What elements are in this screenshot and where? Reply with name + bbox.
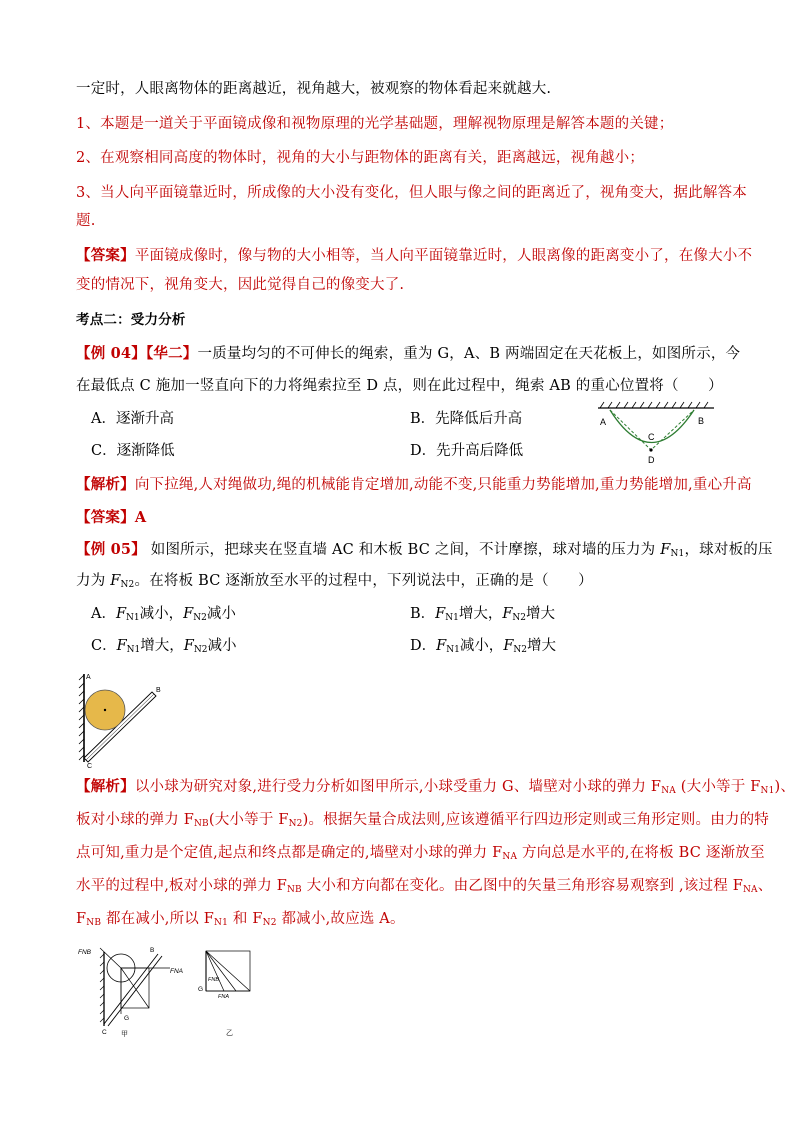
- label-c: C: [87, 763, 93, 770]
- answer-value: A: [134, 509, 147, 526]
- answer-text: 平面镜成像时，像与物的大小相等，当人向平面镜靠近时，人眼离像的距离变小了，在像大小不: [134, 248, 753, 264]
- label-b: B: [698, 416, 705, 426]
- answer-tag: 【答案】: [76, 509, 135, 526]
- section-title: 考点二：受力分析: [76, 312, 186, 328]
- sub-n2: N2: [120, 580, 135, 590]
- svg-text:C: C: [102, 1029, 107, 1036]
- ex05-analysis-4: 水平的过程中,板对小球的弹力 $F_{NB}$ 大小和方向都在变化。由乙图中的矢量三角形容易观察到 ,该过程 $F_{NA}$、: [76, 878, 773, 895]
- note-1: 1、本题是一道关于平面镜成像和视物原理的光学基础题，理解视物原理是解答本题的关键；: [76, 116, 674, 132]
- ex05-option-c: C．$F_{N1}$增大，$F_{N2}$减小: [91, 638, 237, 655]
- ex05-ball-figure: [78, 670, 168, 770]
- ex04-source: 【华二】: [145, 345, 198, 362]
- label-d: D: [648, 455, 655, 465]
- ex05-question-text: 力为: [76, 573, 111, 589]
- ex05-analysis-1: 【解析】以小球为研究对象,进行受力分析如图甲所示,小球受重力 G、墙壁对小球的弹力 $F_{NA}$ (大小等于 $F_{N1}$)、: [76, 778, 795, 796]
- var-f: F: [110, 573, 121, 589]
- answer-1-cont: 变的情况下，视角变大，因此觉得自己的像变大了.: [76, 277, 405, 293]
- ex04-question-text: 一质量均匀的不可伸长的绳索，重为 G，A、B 两端固定在天花板上，如图所示，今: [197, 346, 741, 362]
- ex05-analysis-3: 点可知,重力是个定值,起点和终点都是确定的,墙壁对小球的弹力 $F_{NA}$ 方向总是水平的,在将板 BC 逐渐放至: [76, 845, 765, 862]
- svg-text:FNB: FNB: [208, 977, 219, 983]
- answer-tag: 【答案】: [76, 247, 135, 264]
- svg-text:B: B: [150, 947, 155, 954]
- sub-n1: N1: [670, 549, 685, 559]
- ex05-question-text: 如图所示，把球夹在竖直墙 AC 和木板 BC 之间，不计摩擦，球对墙的压力为: [150, 542, 661, 558]
- svg-text:FNA: FNA: [218, 994, 229, 1000]
- ex04-answer: [76, 508, 146, 528]
- label-b: B: [156, 687, 161, 694]
- label-a: A: [600, 417, 607, 427]
- ex04-question: [76, 344, 740, 364]
- ex04-option-b: B．先降低后升高: [410, 411, 523, 427]
- label-a: A: [86, 674, 91, 681]
- ex05-tag: 【例 05】: [76, 541, 146, 558]
- svg-text:G: G: [198, 986, 204, 993]
- ex05-option-a: A．$F_{N1}$减小，$F_{N2}$减小: [91, 606, 236, 623]
- text-line: 一定时，人眼离物体的距离越近，视角越大，被观察的物体看起来就越大.: [76, 81, 552, 97]
- note-2: 2、在观察相同高度的物体时，视角的大小与距物体的距离有关，距离越远，视角越小；: [76, 150, 645, 166]
- ex05-question-text: ，球对板的压: [684, 542, 773, 558]
- svg-text:FNB: FNB: [78, 949, 91, 956]
- note-3: 3、当人向平面镜靠近时，所成像的大小没有变化，但人眼与像之间的距离近了，视角变大，据此解答本: [76, 185, 747, 201]
- answer-1: [76, 246, 752, 266]
- ex04-question-cont: 在最低点 C 施加一竖直向下的力将绳索拉至 D 点，则在此过程中，绳索 AB 的重心位置将（ ）: [76, 378, 723, 394]
- ex04-rope-figure: [596, 400, 716, 470]
- svg-text:G: G: [124, 1015, 130, 1022]
- label-yi: 乙: [226, 1030, 233, 1037]
- ex05-analysis-5: $F_{NB}$ 都在减小,所以 $F_{N1}$ 和 $F_{N2}$ 都减小,故应选 A。: [76, 911, 405, 928]
- svg-text:FNA: FNA: [170, 968, 183, 975]
- figure-jia: [76, 940, 186, 1040]
- analysis-tag: 【解析】: [76, 476, 135, 493]
- ex05-option-d: D．$F_{N1}$减小，$F_{N2}$增大: [410, 638, 556, 655]
- ex04-analysis: [76, 475, 752, 495]
- ex05-option-b: B．$F_{N1}$增大，$F_{N2}$增大: [410, 606, 555, 623]
- ex05-question-text: 。在将板 BC 逐渐放至水平的过程中，下列说法中，正确的是（ ）: [134, 573, 593, 589]
- figure-yi: [196, 945, 266, 1041]
- var-f: F: [660, 542, 671, 558]
- analysis-text: 向下拉绳,人对绳做功,绳的机械能肯定增加,动能不变,只能重力势能增加,重力势能增加,重心升高: [134, 477, 752, 493]
- note-3-cont: 题.: [76, 213, 96, 229]
- ex04-option-d: D．先升高后降低: [410, 443, 524, 459]
- label-jia: 甲: [121, 1031, 128, 1038]
- ex05-question: [76, 540, 773, 564]
- ex04-option-c: C．逐渐降低: [91, 443, 175, 459]
- ex04-tag: 【例 04】: [76, 345, 146, 362]
- analysis-tag: 【解析】: [76, 778, 135, 795]
- label-c: C: [648, 432, 655, 442]
- ex04-option-a: A．逐渐升高: [91, 411, 174, 427]
- ex05-analysis-2: 板对小球的弹力 $F_{NB}$(大小等于 $F_{N2}$)。根据矢量合成法则,应该遵循平行四边形定则或三角形定则。由力的特: [76, 812, 769, 829]
- ex05-question-cont: [76, 571, 593, 595]
